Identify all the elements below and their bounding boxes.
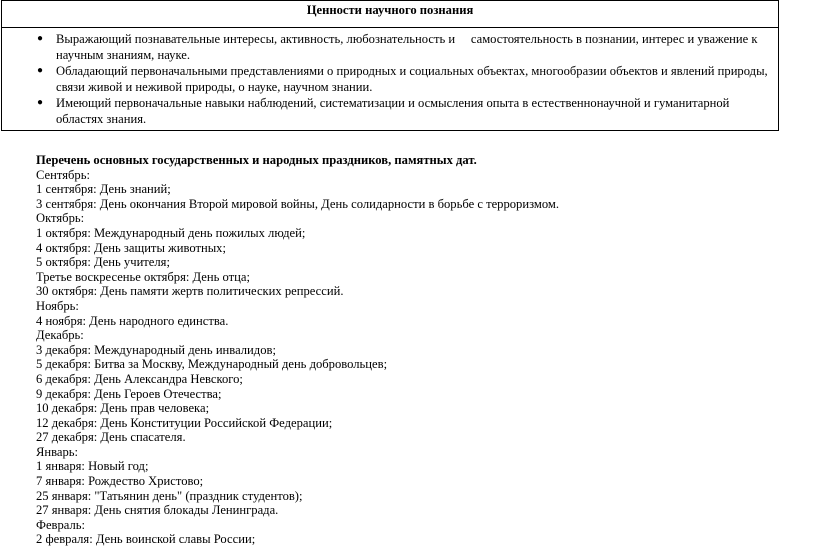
holiday-line: 3 сентября: День окончания Второй мировой войны, День солидарности в борьбе с терроризмом. xyxy=(36,196,560,211)
holiday-line: 12 декабря: День Конституции Российской Федерации; xyxy=(36,415,333,430)
holiday-line: 10 декабря: День прав человека; xyxy=(36,401,210,416)
month-label: Ноябрь: xyxy=(36,298,79,313)
holidays-list xyxy=(36,168,796,547)
holiday-line: 25 января: "Татьянин день" (праздник студентов); xyxy=(36,488,303,503)
table-header-title: Ценности научного познания xyxy=(306,3,474,17)
list-item xyxy=(37,31,778,63)
holiday-line: 5 декабря: Битва за Москву, Международный день добровольцев; xyxy=(36,357,388,372)
list-item-text: Имеющий первоначальные навыки наблюдений, систематизации и осмысления опыта в естественнонаучной и гуманитарной областях знания. xyxy=(56,96,730,126)
values-list xyxy=(2,31,778,127)
holiday-line: Третье воскресенье октября: День отца; xyxy=(36,269,250,284)
holiday-line: 1 октября: Международный день пожилых людей; xyxy=(36,225,306,240)
bullet-icon: ● xyxy=(37,33,44,44)
holiday-line: 2 февраля: День воинской славы России; xyxy=(36,532,256,547)
values-table xyxy=(1,0,779,131)
holiday-line: 5 октября: День учителя; xyxy=(36,255,170,270)
table-header-cell xyxy=(2,1,779,28)
bullet-icon: ● xyxy=(37,65,44,76)
holiday-line: 3 декабря: Международный день инвалидов; xyxy=(36,342,276,357)
list-item xyxy=(37,95,778,127)
bullet-icon: ● xyxy=(37,97,44,108)
table-body-cell xyxy=(2,28,779,131)
month-label: Январь: xyxy=(36,444,79,459)
list-item xyxy=(37,63,778,95)
list-item-text: Обладающий первоначальными представлениями о природных и социальных объектах, многообразии объектов и явлений природы, связи живой и неживой природы, о науке, научном знании. xyxy=(56,64,768,94)
holiday-line: 4 ноября: День народного единства. xyxy=(36,313,229,328)
holiday-line: 1 января: Новый год; xyxy=(36,459,149,474)
holiday-line: 6 декабря: День Александра Невского; xyxy=(36,371,243,386)
month-label: Сентябрь: xyxy=(36,167,90,182)
list-item-text: Выражающий познавательные интересы, активность, любознательность и самостоятельность в познании, интерес и уважение к научным знаниям, науке. xyxy=(56,32,761,62)
holiday-line: 7 января: Рождество Христово; xyxy=(36,474,204,489)
holiday-line: 1 сентября: День знаний; xyxy=(36,182,171,197)
holidays-section xyxy=(36,153,796,547)
holiday-line: 30 октября: День памяти жертв политических репрессий. xyxy=(36,284,344,299)
month-label: Декабрь: xyxy=(36,328,84,343)
holiday-line: 9 декабря: День Героев Отечества; xyxy=(36,386,222,401)
month-label: Октябрь: xyxy=(36,211,85,226)
holidays-heading: Перечень основных государственных и народных праздников, памятных дат. xyxy=(36,153,477,167)
holiday-line: 4 октября: День защиты животных; xyxy=(36,240,226,255)
month-label: Февраль: xyxy=(36,517,86,532)
holiday-line: 27 января: День снятия блокады Ленинграда. xyxy=(36,503,279,518)
holiday-line: 27 декабря: День спасателя. xyxy=(36,430,186,445)
